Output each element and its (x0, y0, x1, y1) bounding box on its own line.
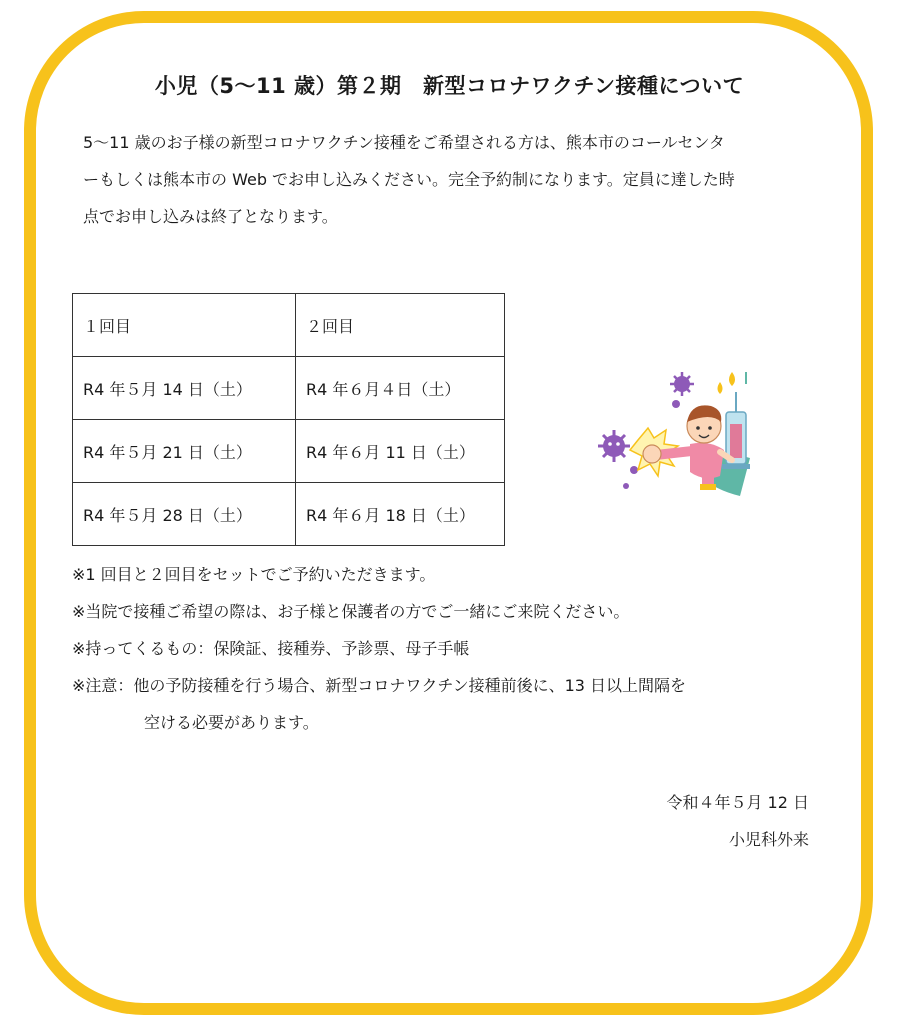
table-cell: R4 年６月４日（土） (296, 357, 505, 420)
table-cell: R4 年５月 14 日（土） (73, 357, 296, 420)
schedule-table (72, 293, 505, 546)
header-second-dose: ２回目 (296, 294, 505, 357)
table-cell: R4 年６月 11 日（土） (296, 420, 505, 483)
droplet-icon (718, 382, 723, 394)
signature-block (666, 784, 809, 858)
table-cell: R4 年６月 18 日（土） (296, 483, 505, 546)
table-row (73, 483, 505, 546)
intro-line: 5〜11 歳のお子様の新型コロナワクチン接種をご希望される方は、熊本市のコールセンタ (83, 133, 725, 152)
note-item: ※注意：他の予防接種を行う場合、新型コロナワクチン接種前後に、13 日以上間隔を (72, 676, 687, 695)
notes-list (72, 556, 686, 741)
virus-icon (598, 430, 630, 462)
table-cell: R4 年５月 28 日（土） (73, 483, 296, 546)
fist-icon (643, 445, 661, 463)
department-name: 小児科外来 (728, 830, 809, 849)
note-item: ※当院で接種ご希望の際は、お子様と保護者の方でご一緒にご来院ください。 (72, 602, 630, 621)
page-title: 小児（5〜11 歳）第２期 新型コロナワクチン接種について (154, 74, 745, 98)
child-hero-vaccine-illustration (590, 368, 770, 508)
issue-date: 令和４年５月 12 日 (666, 793, 809, 812)
virus-small-icon (623, 483, 629, 489)
intro-line: ーもしくは熊本市の Web でお申し込みください。完全予約制になります。定員に達した時 (83, 170, 735, 189)
intro-line: 点でお申し込みは終了となります。 (83, 207, 338, 226)
header-first-dose: １回目 (73, 294, 296, 357)
table-row (73, 357, 505, 420)
table-row (73, 420, 505, 483)
note-item: ※1 回目と２回目をセットでご予約いただきます。 (72, 565, 436, 584)
note-item-continued: 空ける必要があります。 (144, 713, 319, 732)
virus-small-icon (630, 466, 638, 474)
table-header-row (73, 294, 505, 357)
intro-paragraph (83, 124, 828, 235)
virus-icon (670, 372, 694, 396)
droplet-icon (729, 372, 735, 386)
table-cell: R4 年５月 21 日（土） (73, 420, 296, 483)
note-item: ※持ってくるもの：保険証、接種券、予診票、母子手帳 (72, 639, 470, 658)
virus-small-icon (672, 400, 680, 408)
